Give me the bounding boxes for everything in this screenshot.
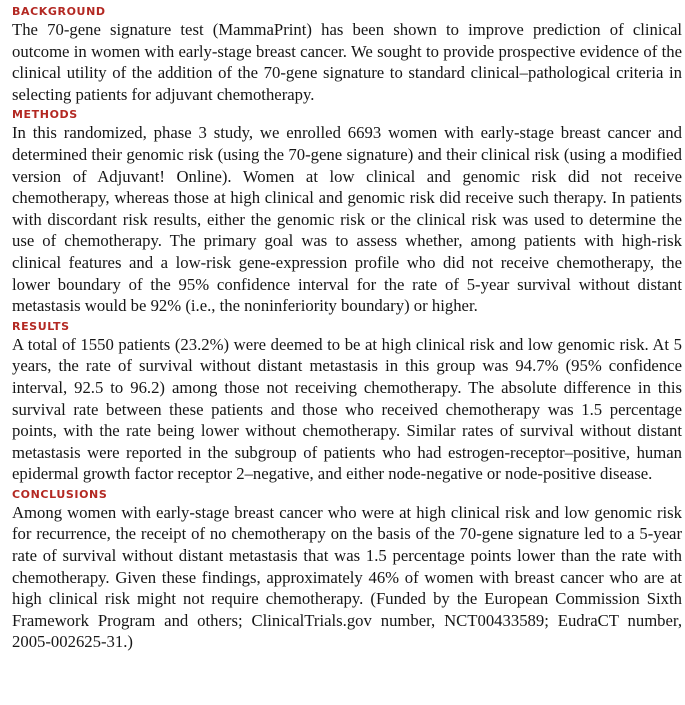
section-background [12,5,682,105]
section-text-conclusions: Among women with early-stage breast cancer who were at high clinical risk and low genomic risk for recurrence, the receipt of no chemotherapy on the basis of the 70-gene signature led to a 5-year rate of survival without distant metastasis that was 1.5 percentage points lower than the rate with chemotherapy. Given these findings, approximately 46% of women with breast cancer who are at high clinical risk might not require chemotherapy. (Funded by the European Commission Sixth Framework Program and others; ClinicalTrials.gov number, NCT00433589; EudraCT number, 2005-002625-31.) [12,502,682,652]
section-text-methods: In this randomized, phase 3 study, we enrolled 6693 women with early-stage breast cancer and determined their genomic risk (using the 70-gene signature) and their clinical risk (using a modified version of Adjuvant! Online). Women at low clinical and genomic risk did not receive chemotherapy, whereas those at high clinical and genomic risk did receive such therapy. In patients with discordant risk results, either the genomic risk or the clinical risk was used to determine the use of chemotherapy. The primary goal was to assess whether, among patients with high-risk clinical features and a low-risk gene-expression profile who did not receive chemotherapy, the lower boundary of the 95% confidence interval for the rate of 5-year survival without distant metastasis would be 92% (i.e., the noninferiority boundary) or higher. [12,123,682,316]
section-conclusions [12,488,682,653]
section-heading-background: BACKGROUND [12,5,106,18]
abstract [12,4,682,702]
section-heading-conclusions: CONCLUSIONS [12,487,108,501]
section-text-background: The 70-gene signature test (MammaPrint) has been shown to improve prediction of clinical outcome in women with early-stage breast cancer. We sought to provide prospective evidence of the clinical utility of the addition of the 70-gene signature to standard clinical–pathological criteria in selecting patients for adjuvant chemotherapy. [12,20,682,104]
section-heading-results: RESULTS [12,319,70,333]
section-heading-methods: METHODS [12,108,78,122]
section-results [12,320,682,485]
section-methods [12,108,682,316]
section-text-results: A total of 1550 patients (23.2%) were deemed to be at high clinical risk and low genomic risk. At 5 years, the rate of survival without distant metastasis in this group was 94.7% (95% confidence interval, 92.5 to 96.2) among those not receiving chemotherapy. The absolute difference in this survival rate between these patients and those who received chemotherapy was 1.5 percentage points, with the rate being lower without chemotherapy. Similar rates of survival without distant metastasis were reported in the subgroup of patients who had estrogen-receptor–positive, human epidermal growth factor receptor 2–negative, and either node-negative or node-positive disease. [12,334,682,484]
